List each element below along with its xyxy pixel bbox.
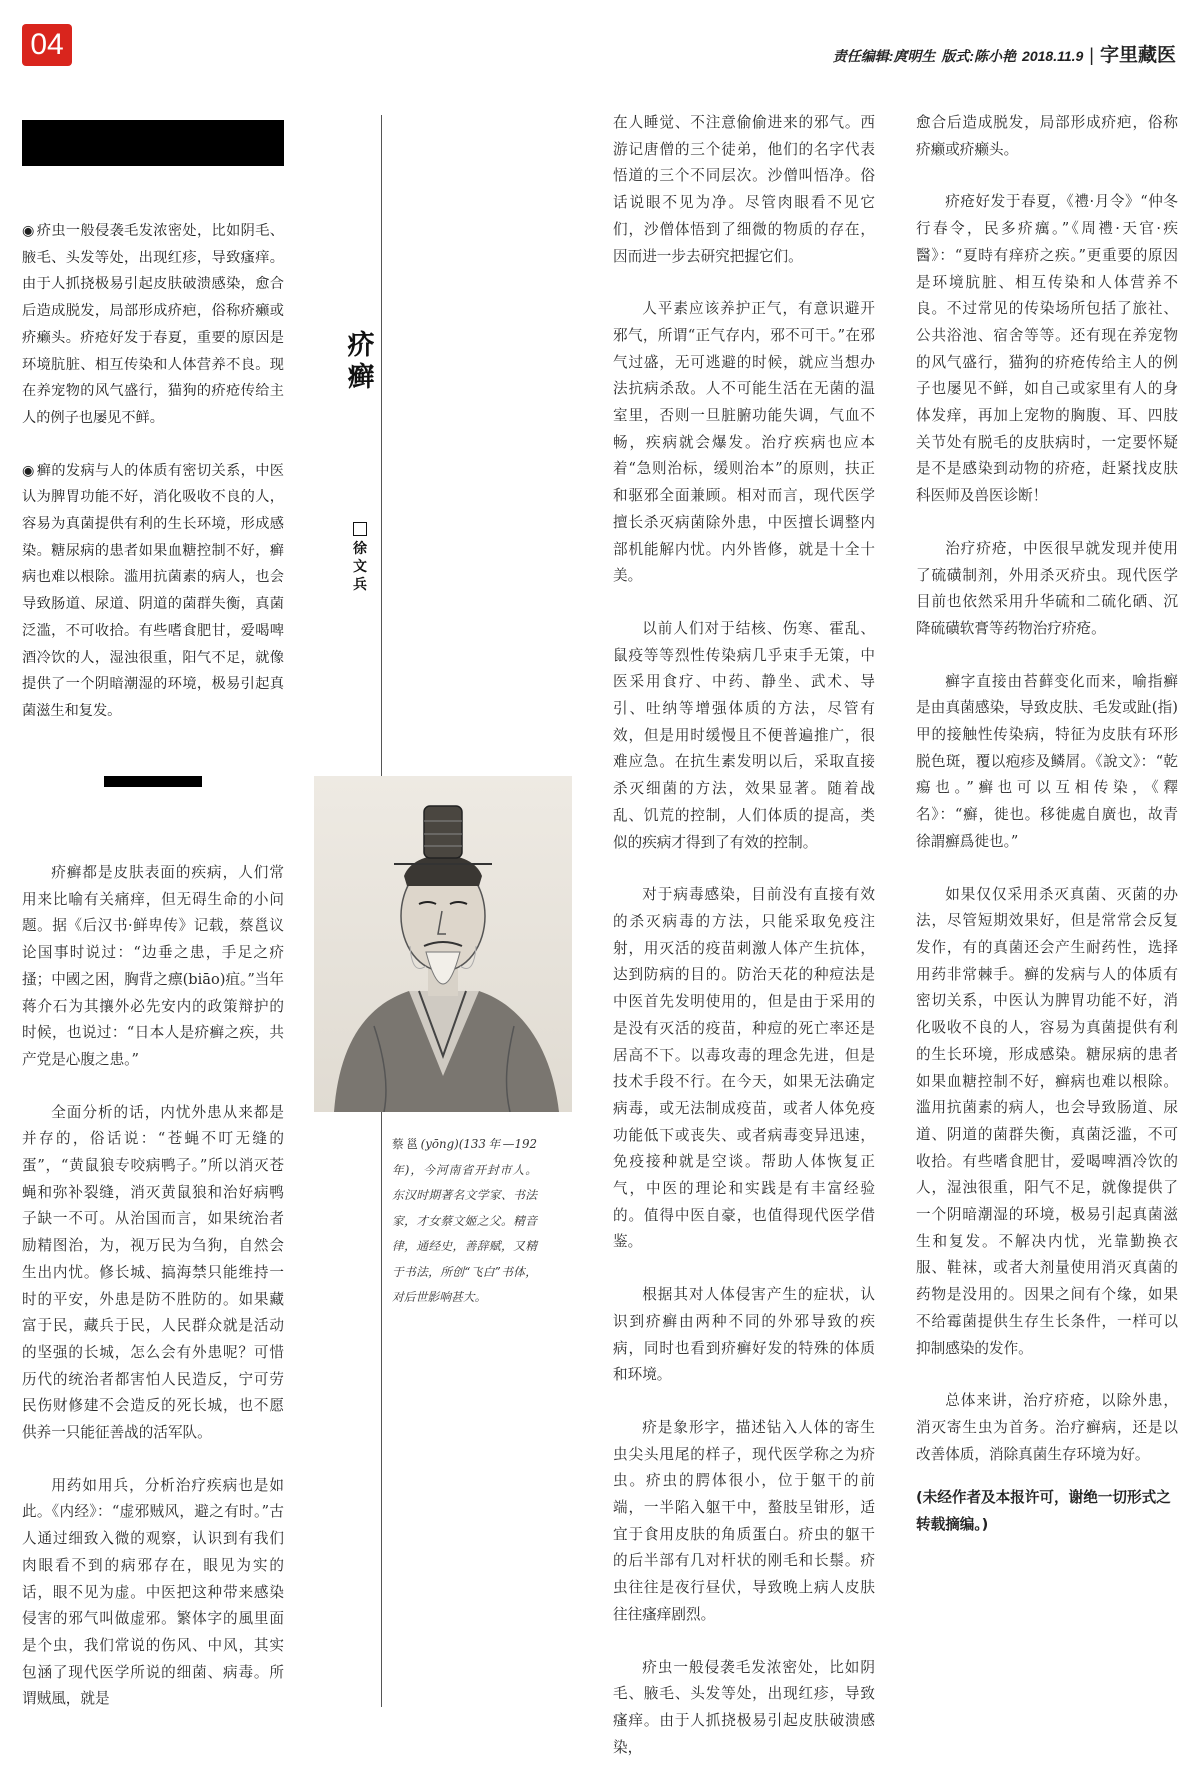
paragraph: 治疗疥疮，中医很早就发现并使用了硫磺制剂，外用杀灭疥虫。现代医学目前也依然采用升华硫和二硫化硒、沉降硫磺软膏等药物治疗疥疮。	[916, 539, 1178, 637]
decorative-divider-bar	[104, 776, 202, 787]
section-title: 字里藏医	[1099, 45, 1176, 66]
paragraph: 根据其对人体侵害产生的症状，认识到疥癣由两种不同的外邪导致的疾病，同时也看到疥癣好发的特殊的体质和环境。	[613, 1286, 875, 1384]
summary-box	[22, 218, 284, 751]
masthead-info	[833, 40, 1176, 67]
author-marker	[353, 522, 367, 536]
summary-paragraph: ◉ 癣的发病与人的体质有密切关系，中医认为脾胃功能不好，消化吸收不良的人，容易为真菌提供有利的生长环境，形成感染。糖尿病的患者如果血糖控制不好，癣病也难以根除。滥用抗菌素的病人，也会导致肠道、尿道、阴道的菌群失衡，真菌泛滥，不可收拾。有些嗜食肥甘，爱喝啤酒冷饮的人，湿浊很重，阳气不足，就像提供了一个阴暗潮湿的环境，极易引起真菌滋生和复发。	[22, 462, 284, 719]
page-number-badge: 04	[22, 24, 72, 66]
article-column-1	[22, 860, 284, 1739]
portrait-image	[314, 776, 572, 1112]
paragraph: 癣字直接由苔藓变化而来，喻指癣是由真菌感染，导致皮肤、毛发或趾(指)甲的接触性传染病，特征为皮肤有环形脱色斑，覆以疱疹及鳞屑。《說文》：“乾瘍也。”癣也可以互相传染，《釋名》：“癬，徙也。移徙處自廣也，故青徐謂癬爲徙也。”	[916, 672, 1178, 850]
bullet-icon: ◉	[22, 462, 35, 479]
article-author: 徐文兵	[353, 541, 367, 593]
paragraph: 疥是象形字，描述钻入人体的寄生虫尖头甩尾的样子，现代医学称之为疥虫。疥虫的腭体很小，位于躯干的前端，一半陷入躯干中，螯肢呈钳形，适宜于食用皮肤的角质蛋白。疥虫的躯干的后半部有几对杆状的刚毛和长鬃。疥虫往往是夜行昼伏，导致晚上病人皮肤往往瘙痒剧烈。	[613, 1418, 875, 1623]
paragraph: 总体来讲，治疗疥疮，以除外患，消灭寄生虫为首务。治疗癣病，还是以改善体质，消除真菌生存环境为好。	[916, 1392, 1178, 1463]
layout-credit: 版式:陈小艳	[941, 48, 1017, 64]
caption-name: 蔡邕	[392, 1137, 421, 1151]
paragraph: 疥癣都是皮肤表面的疾病，人们常用来比喻有关痛痒，但无碍生命的小问题。据《后汉书·鲜卑传》记载，蔡邕议论国事时说过：“边垂之患，手足之疥搔；中國之困，胸背之瘭(biāo)疽。”当年蒋介石为其攘外必先安内的政策辩护的时候，也说过：“日本人是疥癣之疾，共产党是心腹之患。”	[22, 864, 284, 1068]
paragraph: 用药如用兵，分析治疗疾病也是如此。《内经》：“虚邪贼风，避之有时。”古人通过细致入微的观察，认识到有我们肉眼看不到的病邪存在，眼见为实的话，眼不见为虚。中医把这种带来感染侵害的邪气叫做虚邪。繁体字的風里面是个虫，我们常说的伤风、中风，其实包涵了现代医学所说的细菌、病毒。所谓贼風，就是	[22, 1476, 284, 1708]
article-column-2	[613, 110, 875, 1787]
bullet-icon: ◉	[22, 223, 35, 239]
paragraph: 人平素应该养护正气，有意识避开邪气，所谓“正气存内，邪不可干。”在邪气过盛，无可逃避的时候，就应当想办法抗病杀敌。人不可能生活在无菌的温室里，否则一旦脏腑功能失调，气血不畅，疾病就会爆发。治疗疾病也应本着“急则治标，缓则治本”的原则，扶正和驱邪全面兼顾。相对而言，现代医学擅长杀灭病菌除外患，中医擅长调整内部机能解内忧。内外皆修，就是十全十美。	[613, 300, 875, 585]
cai-yong-portrait-icon	[314, 776, 572, 1112]
paragraph: 如果仅仅采用杀灭真菌、灭菌的办法，尽管短期效果好，但是常常会反复发作，有的真菌还会产生耐药性，选择用药非常棘手。癣的发病与人的体质有密切关系，中医认为脾胃功能不好，消化吸收不良的人，容易为真菌提供有利的生长环境，形成感染。糖尿病的患者如果血糖控制不好，癣病也难以根除。滥用抗菌素的病人，也会导致肠道、尿道、阴道的菌群失衡，真菌泛滥，不可收拾。有些嗜食肥甘，爱喝啤酒冷饮的人，湿浊很重，阳气不足，就像提供了一个阴暗潮湿的环境，极易引起真菌滋生和复发。不解决内忧，光靠勤换衣服、鞋袜，或者大剂量使用消灭真菌的药物是没用的。因果之间有个缘，如果不给霉菌提供生存生长条件，一样可以抑制感染的发作。	[916, 885, 1178, 1357]
paragraph: 疥虫一般侵袭毛发浓密处，比如阴毛、腋毛、头发等处，出现红疹，导致瘙痒。由于人抓挠极易引起皮肤破溃感染，	[613, 1658, 875, 1756]
paragraph: 全面分析的话，内忧外患从来都是并存的，俗话说：“苍蝇不叮无缝的蛋”，“黄鼠狼专咬病鸭子。”所以消灭苍蝇和弥补裂缝，消灭黄鼠狼和治好病鸭子缺一不可。从治国而言，如果统治者励精图治，为，视万民为刍狗，自然会生出内忧。修长城、搞海禁只能维持一时的平安，外患是防不胜防的。如果藏富于民，藏兵于民，人民群众就是活动的坚强的长城，怎么会有外患呢？可惜历代的统治者都害怕人民造反，宁可劳民伤财修建不会造反的死长城，也不愿供养一只能征善战的活军队。	[22, 1103, 284, 1442]
image-caption	[392, 1132, 537, 1311]
caption-text: (yōng)(133年—192年)，今河南省开封市人。东汉时期著名文学家、书法家，才女蔡文姬之父。精音律，通经史，善辞赋，又精于书法，所创“飞白”书体，对后世影响甚大。	[392, 1137, 537, 1304]
summary-paragraph: ◉ 疥虫一般侵袭毛发浓密处，比如阴毛、腋毛、头发等处，出现红疹，导致瘙痒。由于人抓挠极易引起皮肤破溃感染，愈合后造成脱发，局部形成疥疤，俗称疥癞或疥癞头。疥疮好发于春夏，重要的原因是环境肮脏、相互传染和人体营养不良。现在养宠物的风气盛行，猫狗的疥疮传给主人的例子也屡见不鲜。	[22, 223, 284, 426]
header-divider: |	[1089, 45, 1094, 65]
paragraph: 愈合后造成脱发，局部形成疥疤，俗称疥癞或疥癞头。	[916, 114, 1178, 158]
paragraph: 疥疮好发于春夏，《禮·月令》“仲冬行春令，民多疥癘。”《周禮·天官·疾醫》：“夏時有痒疥之疾。”更重要的原因是环境肮脏、相互传染和人体营养不良。不过常见的传染场所包括了旅社、公共浴池、宿舍等等。还有现在养宠物的风气盛行，猫狗的疥疮传给主人的例子也屡见不鲜，如自己或家里有人的身体发痒，再加上宠物的胸腹、耳、四肢关节处有脱毛的皮肤病时，一定要怀疑是不是感染到动物的疥疮，赶紧找皮肤科医师及兽医诊断！	[916, 193, 1178, 505]
article-column-3	[916, 110, 1178, 1494]
paragraph: 在人睡觉、不注意偷偷进来的邪气。西游记唐僧的三个徒弟，他们的名字代表悟道的三个不同层次。沙僧叫悟净。俗话说眼不见为净。尽管肉眼看不见它们，沙僧体悟到了细微的物质的存在，因而进一步去研究把握它们。	[613, 114, 875, 265]
paragraph: 以前人们对于结核、伤寒、霍乱、鼠疫等等烈性传染病几乎束手无策，中医采用食疗、中药、静坐、武术、导引、吐纳等增强体质的方法，尽管有效，但是用时缓慢且不便普遍推广，很难应急。在抗生素发明以后，采取直接杀灭细菌的方法，效果显著。随着战乱、饥荒的控制，人们体质的提高，类似的疾病才得到了有效的控制。	[613, 619, 875, 851]
issue-date: 2018.11.9	[1022, 48, 1084, 64]
reprint-notice: (未经作者及本报许可，谢绝一切形式之转载摘编。)	[916, 1489, 1171, 1533]
editor-credit: 责任编辑:庹明生	[832, 48, 936, 64]
decorative-black-bar	[22, 120, 284, 166]
paragraph: 对于病毒感染，目前没有直接有效的杀灭病毒的方法，只能采取免疫注射，用灭活的疫苗刺激人体产生抗体，达到防病的目的。防治天花的种痘法是中医首先发明使用的，但是由于采用的是没有灭活的疫苗，种痘的死亡率还是居高不下。以毒攻毒的理念先进，但是技术手段不行。在今天，如果无法确定病毒，或无法制成疫苗，或者人体免疫功能低下或丧失、或者病毒变异迅速，免疫接种就是空谈。帮助人体恢复正气，中医的理论和实践是有丰富经验的。值得中医自豪，也值得现代医学借鉴。	[613, 886, 875, 1251]
article-title: 疥癣	[347, 330, 375, 393]
